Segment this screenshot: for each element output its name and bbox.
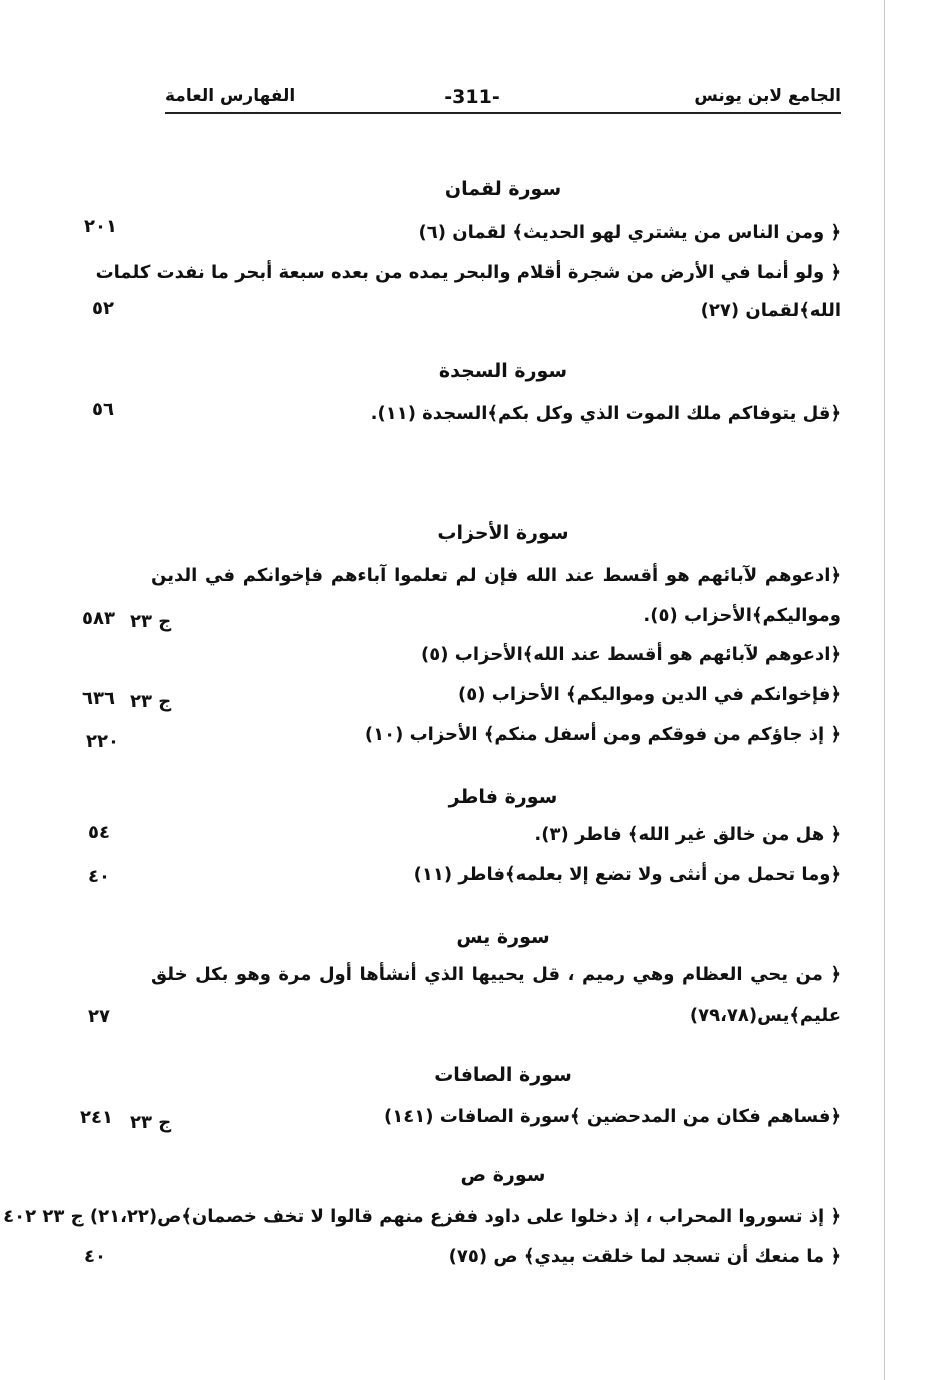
volume-ref: ج ٢٣ [130, 691, 172, 712]
page-ref: ٥٦ [92, 399, 114, 420]
verse-line: ﴿ادعوهم لآبائهم هو أقسط عند الله فإن لم تعلموا آباءهم فإخوانكم في الدين [151, 565, 841, 586]
surah-title-yasin: سورة يس [456, 926, 550, 948]
surah-title-fatir: سورة فاطر [448, 786, 558, 808]
surah-title-sad: سورة ص [460, 1164, 546, 1186]
surah-title-saffat: سورة الصافات [434, 1064, 572, 1086]
verse-line: ﴿ هل من خالق غير الله﴾ فاطر (٣). [534, 824, 841, 845]
page-ref: ٢٤١ [80, 1107, 113, 1128]
page-ref: ٤٠ [88, 866, 110, 887]
surah-title-ahzab: سورة الأحزاب [437, 522, 569, 544]
running-head-book-title: الجامع لابن يونس [694, 86, 841, 106]
verse-line: ومواليكم﴾الأحزاب (٥). [643, 605, 841, 626]
verse-line: ﴿فساهم فكان من المدحضين ﴾سورة الصافات (١٤١) [384, 1106, 841, 1127]
verse-line: ﴿ إذ جاؤكم من فوقكم ومن أسفل منكم﴾ الأحزاب (١٠) [364, 724, 841, 745]
verse-line: ﴿ ولو أنما في الأرض من شجرة أقلام والبحر يمده من بعده سبعة أبحر ما نفدت كلمات [95, 262, 841, 283]
page-ref: ٥٨٣ [82, 608, 115, 629]
verse-line: ﴿ إذ تسوروا المحراب ، إذ دخلوا على داود ففزع منهم قالوا لا تخف خصمان﴾ص(٢١،٢٢) ج ٢٣ ٤٠٢ [3, 1206, 841, 1227]
surah-title-luqman: سورة لقمان [444, 178, 562, 200]
volume-ref: ج ٢٣ [130, 1112, 172, 1133]
page-ref: ٢٢٠ [86, 731, 119, 752]
verse-line: ﴿ ما منعك أن تسجد لما خلقت بيدي﴾ ص (٧٥) [448, 1246, 841, 1267]
page-ref: ٦٣٦ [82, 688, 115, 709]
verse-line: ﴿ من يحي العظام وهي رميم ، قل يحييها الذي أنشأها أول مرة وهو بكل خلق [151, 964, 841, 985]
page-ref: ٢٧ [88, 1006, 110, 1027]
verse-line: ﴿قل يتوفاكم ملك الموت الذي وكل بكم﴾السجدة (١١). [370, 403, 841, 424]
page-ref: ٤٠ [84, 1246, 106, 1267]
verse-line: ﴿ادعوهم لآبائهم هو أقسط عند الله﴾الأحزاب (٥) [421, 644, 841, 665]
volume-ref: ج ٢٣ [130, 611, 172, 632]
verse-line: الله﴾لقمان (٢٧) [700, 300, 841, 321]
verse-line: ﴿ ومن الناس من يشتري لهو الحديث﴾ لقمان (٦) [418, 222, 841, 243]
header-rule [165, 112, 841, 114]
page-ref: ٥٤ [88, 822, 110, 843]
page-ref: ٢٠١ [84, 216, 117, 237]
verse-line: ﴿وما تحمل من أنثى ولا تضع إلا بعلمه﴾فاطر (١١) [413, 864, 841, 885]
running-head-section: الفهارس العامة [165, 86, 296, 106]
page-edge-line [884, 0, 885, 1380]
page-ref: ٥٢ [92, 298, 114, 319]
verse-line: عليم﴾يس(٧٩،٧٨) [689, 1005, 841, 1026]
surah-title-sajdah: سورة السجدة [438, 360, 568, 382]
verse-line: ﴿فإخوانكم في الدين ومواليكم﴾ الأحزاب (٥) [458, 684, 841, 705]
page-number: -311- [444, 86, 500, 108]
